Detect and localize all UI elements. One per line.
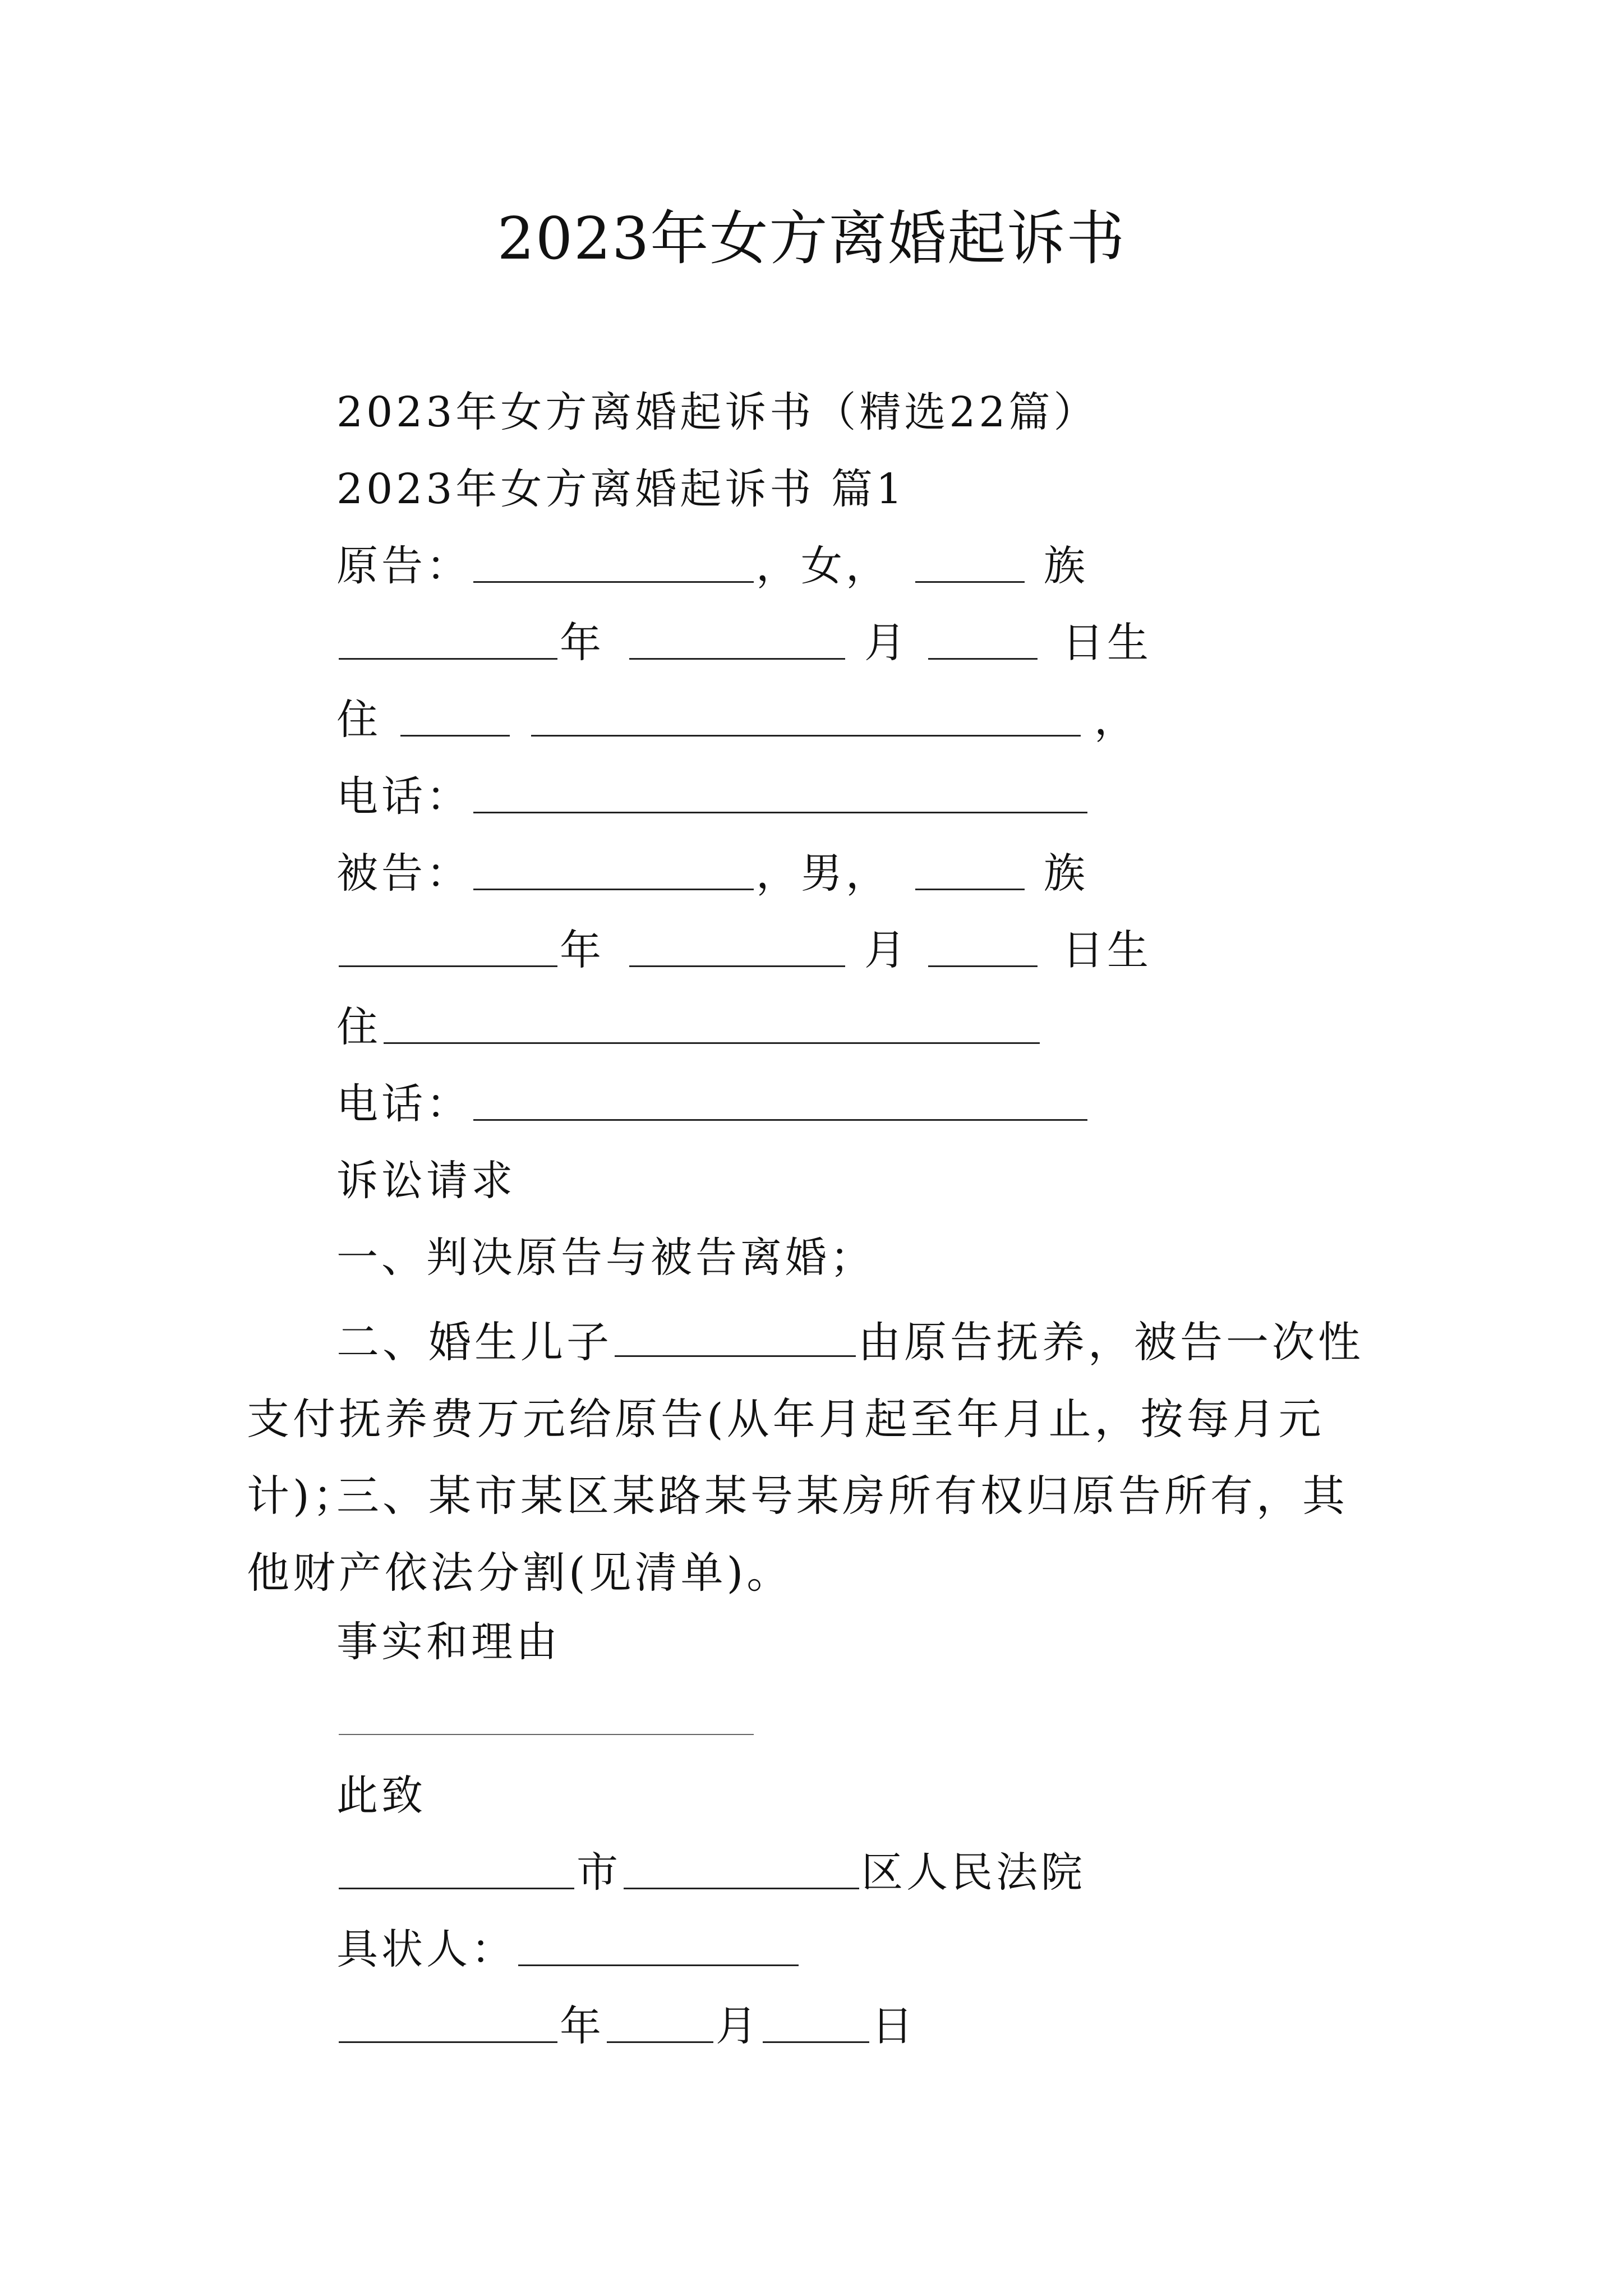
defendant-month-label: 月: [864, 926, 909, 974]
court-city-label: 市: [577, 1848, 621, 1897]
defendant-address-label: 住: [336, 1003, 381, 1051]
defendant-year-label: 年: [560, 926, 605, 974]
defendant-phone-blank[interactable]: [473, 1088, 1087, 1121]
facts-heading: 事实和理由: [336, 1618, 561, 1666]
defendant-day-label: 日生: [1062, 926, 1152, 974]
document-title: 2023年女方离婚起诉书: [497, 204, 1126, 273]
defendant-ethnic-blank[interactable]: [915, 857, 1025, 890]
defendant-phone-line: [336, 1073, 1090, 1135]
plaintiff-phone-line: [336, 766, 1090, 827]
plaintiff-line: [336, 535, 1089, 597]
subtitle: 2023年女方离婚起诉书（精选22篇）: [336, 388, 1099, 436]
date-day-label: 日: [872, 2002, 916, 2050]
signer-blank[interactable]: [518, 1933, 799, 1966]
plaintiff-ethnic-label: 族: [1044, 542, 1089, 590]
plaintiff-ethnic-blank[interactable]: [915, 550, 1025, 583]
defendant-name-blank[interactable]: [473, 857, 754, 890]
defendant-label: 被告：: [336, 849, 471, 898]
claims-heading: 诉讼请求: [336, 1157, 516, 1205]
defendant-address-blank[interactable]: [384, 1011, 1040, 1044]
plaintiff-phone-blank[interactable]: [473, 780, 1087, 813]
plaintiff-day-blank[interactable]: [928, 627, 1038, 660]
date-month-label: 月: [716, 2002, 760, 2050]
salutation: 此致: [336, 1772, 426, 1820]
plaintiff-month-blank[interactable]: [629, 627, 845, 660]
signer-label: 具状人：: [336, 1925, 516, 1973]
defendant-birth-line: [336, 919, 1152, 981]
plaintiff-year-label: 年: [560, 619, 605, 667]
plaintiff-address-blank-1[interactable]: [400, 703, 510, 737]
date-year-label: 年: [560, 2002, 605, 2050]
court-city-blank[interactable]: [339, 1856, 574, 1889]
defendant-phone-label: 电话：: [336, 1080, 471, 1128]
plaintiff-name-blank[interactable]: [473, 550, 754, 583]
facts-line: [336, 1688, 756, 1750]
defendant-year-blank[interactable]: [339, 934, 557, 967]
plaintiff-month-label: 月: [864, 619, 909, 667]
court-line: [336, 1842, 1086, 1903]
signer-line: [336, 1918, 801, 1980]
plaintiff-address-end: ，: [1094, 696, 1139, 744]
claim-2-rest: 由原告抚养，被告一次性支付抚养费万元给原告(从年月起至年月止，按每月元计)；: [247, 1317, 1364, 1521]
plaintiff-day-label: 日生: [1062, 619, 1152, 667]
plaintiff-phone-label: 电话：: [336, 772, 471, 821]
defendant-ethnic-label: 族: [1044, 849, 1089, 898]
date-month-blank[interactable]: [607, 2010, 713, 2043]
date-day-blank[interactable]: [763, 2010, 869, 2043]
plaintiff-address-line: [336, 689, 1139, 751]
son-name-blank[interactable]: [615, 1324, 856, 1357]
claim-3: 三、某市某区某路某号某房所有权归原告所有，其他财产依法分割(见清单)。: [247, 1471, 1348, 1598]
plaintiff-birth-line: [336, 612, 1152, 674]
plaintiff-year-blank[interactable]: [339, 627, 557, 660]
section-heading: 2023年女方离婚起诉书 篇1: [336, 465, 906, 513]
facts-blank[interactable]: [339, 1703, 754, 1735]
plaintiff-label: 原告：: [336, 542, 471, 590]
plaintiff-address-blank-2[interactable]: [531, 703, 1081, 737]
court-district-blank[interactable]: [624, 1856, 859, 1889]
date-line: [336, 1995, 916, 2057]
court-district-label: 区人民法院: [861, 1848, 1086, 1897]
claim-1: 一、判决原告与被告离婚；: [336, 1234, 875, 1282]
defendant-line: [336, 843, 1089, 904]
date-year-blank[interactable]: [339, 2010, 557, 2043]
defendant-day-blank[interactable]: [928, 934, 1038, 967]
plaintiff-sex: ，女，: [756, 542, 891, 590]
plaintiff-address-label: 住: [336, 696, 381, 744]
defendant-month-blank[interactable]: [629, 934, 845, 967]
defendant-address-line: [336, 996, 1042, 1058]
defendant-sex: ，男，: [756, 849, 891, 898]
claim-2-start: 二、婚生儿子: [336, 1317, 612, 1367]
